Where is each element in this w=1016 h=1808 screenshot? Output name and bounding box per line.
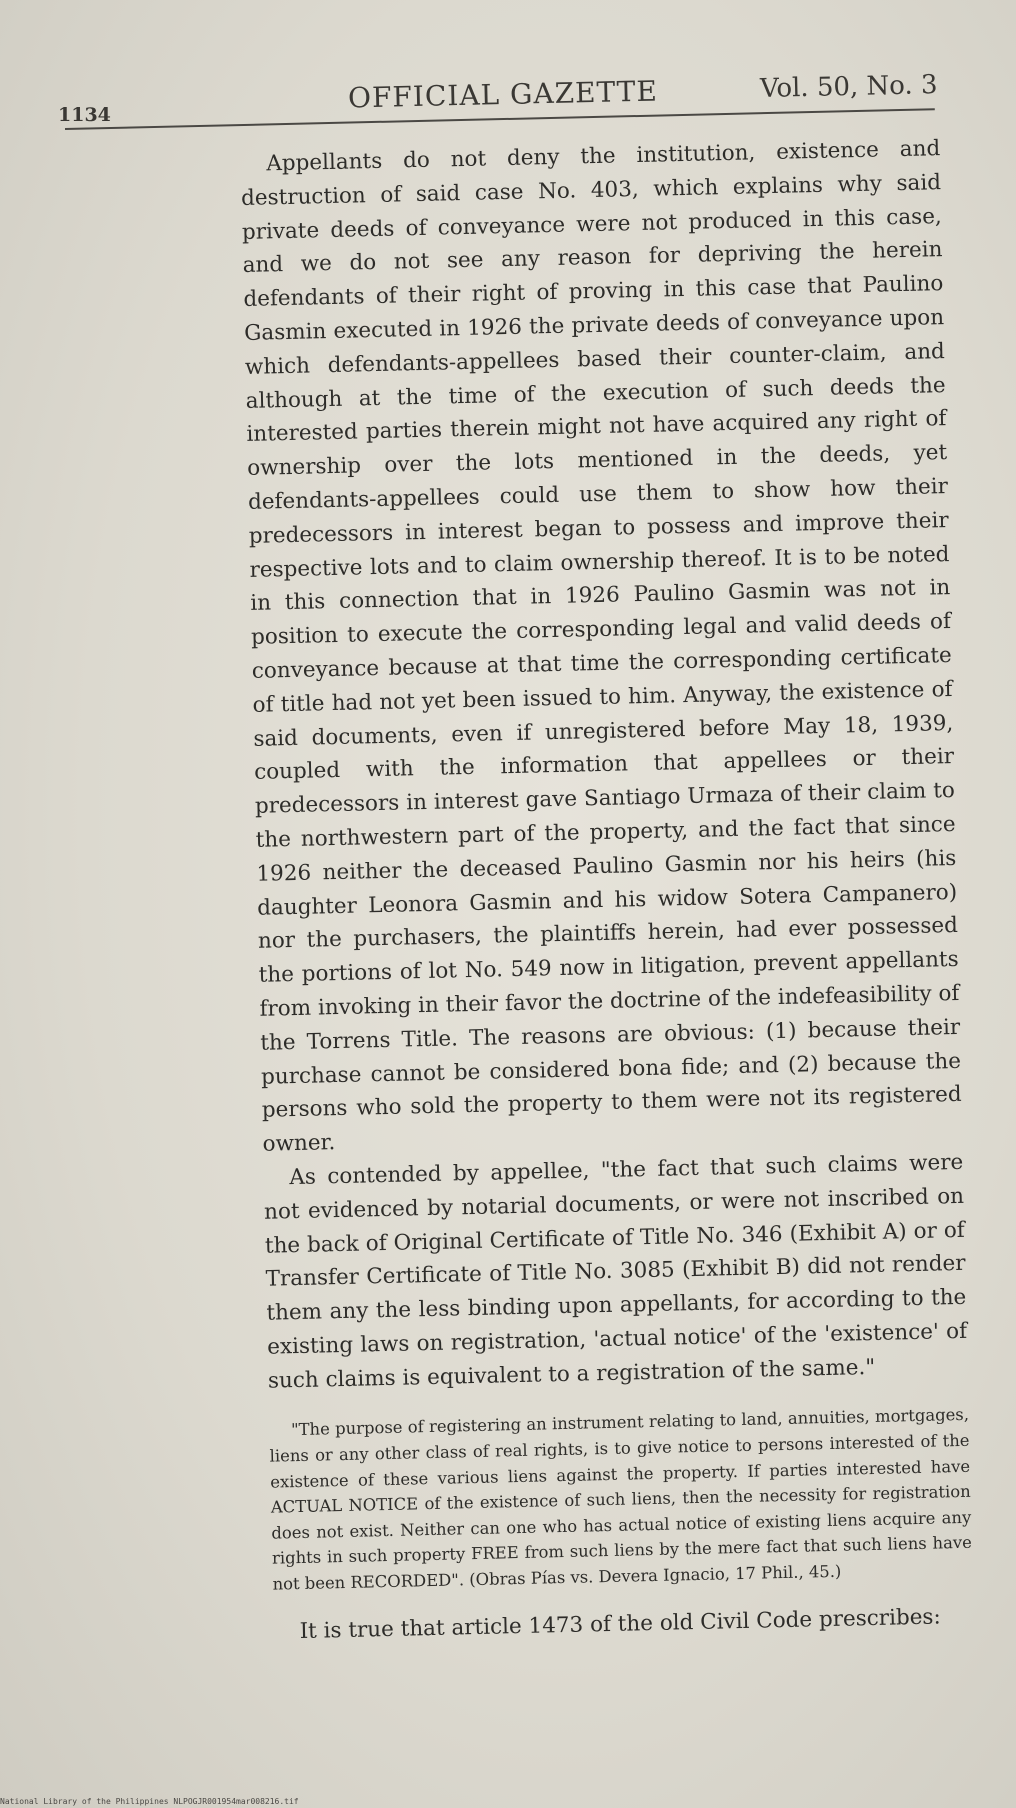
paragraph-2: As contended by appellee, "the fact that such claims were not evidenced by notarial documents, or were not inscribed on the back of Original Certificate of Title No. 346 (Exhibit A) or of Transfer Certificate of Title No. 3085 (Exhibit B) did not render them any the less binding upon appellants, for according to the existing laws on registration, 'actual notice' of the 'existence' of such claims is equivalent to a registration of the same."	[263, 1149, 968, 1394]
block-quote: "The purpose of registering an instrument relating to land, annuities, mortgages, liens or any other class of real rights, is to give notice to persons interested of the existence of these various liens against the property. If parties interested have ACTUAL NOTICE of the existence of such liens, then the necessity for registration does not exist. Neither can one who has actual notice of existing liens acquire any rights in such property FREE from such liens by the mere fact that such liens have not been RECORDED". (Obras Pías vs. Devera Ignacio, 17 Phil., 45.)	[269, 1405, 973, 1594]
paragraph-1: Appellants do not deny the institution, existence and destruction of said case No. 403, which explains why said private deeds of conveyance were not produced in this case, and we do not see any reason for depriving the herein defendants of their right of proving in this case that Paulino Gasmin executed in 1926 the private deeds of conveyance upon which defendants-appellees based their counter-claim, and although at the time of the execution of such deeds the interested parties therein might not have acquired any right of ownership over the lots mentioned in the deeds, yet defendants-appellees could use them to show how their predecessors in interest began to possess and improve their respective lots and to claim ownership thereof. It is to be noted in this connection that in 1926 Paulino Gasmin was not in position to execute the corresponding legal and valid deeds of conveyance because at that time the corresponding certificate of title had not yet been issued to him. Anyway, the existence of said documents, even if unregistered before May 18, 1939, coupled with the information that appellees or their predecessors in interest gave Santiago Urmaza of their claim to the northwestern part of the property, and the fact that since 1926 neither the deceased Paulino Gasmin nor his heirs (his daughter Leonora Gasmin and his widow Sotera Campanero) nor the purchasers, the plaintiffs herein, had ever possessed the portions of lot No. 549 now in litigation, prevent appellants from invoking in their favor the doctrine of the indefeasibility of the Torrens Title. The reasons are obvious: (1) because their purchase cannot be considered bona fide; and (2) because the persons who sold the property to them were not its registered owner.	[240, 136, 962, 1157]
journal-title: OFFICIAL GAZETTE	[347, 74, 659, 115]
page-number: 1134	[58, 104, 111, 126]
page-header	[58, 69, 939, 138]
scan-footer: National Library of the Philippines NLPOGJR001954mar008216.tif	[0, 1797, 299, 1806]
article-body	[240, 132, 974, 1649]
closing-paragraph: It is true that article 1473 of the old Civil Code prescribes:	[299, 1604, 941, 1644]
volume-number: Vol. 50, No. 3	[760, 69, 939, 105]
